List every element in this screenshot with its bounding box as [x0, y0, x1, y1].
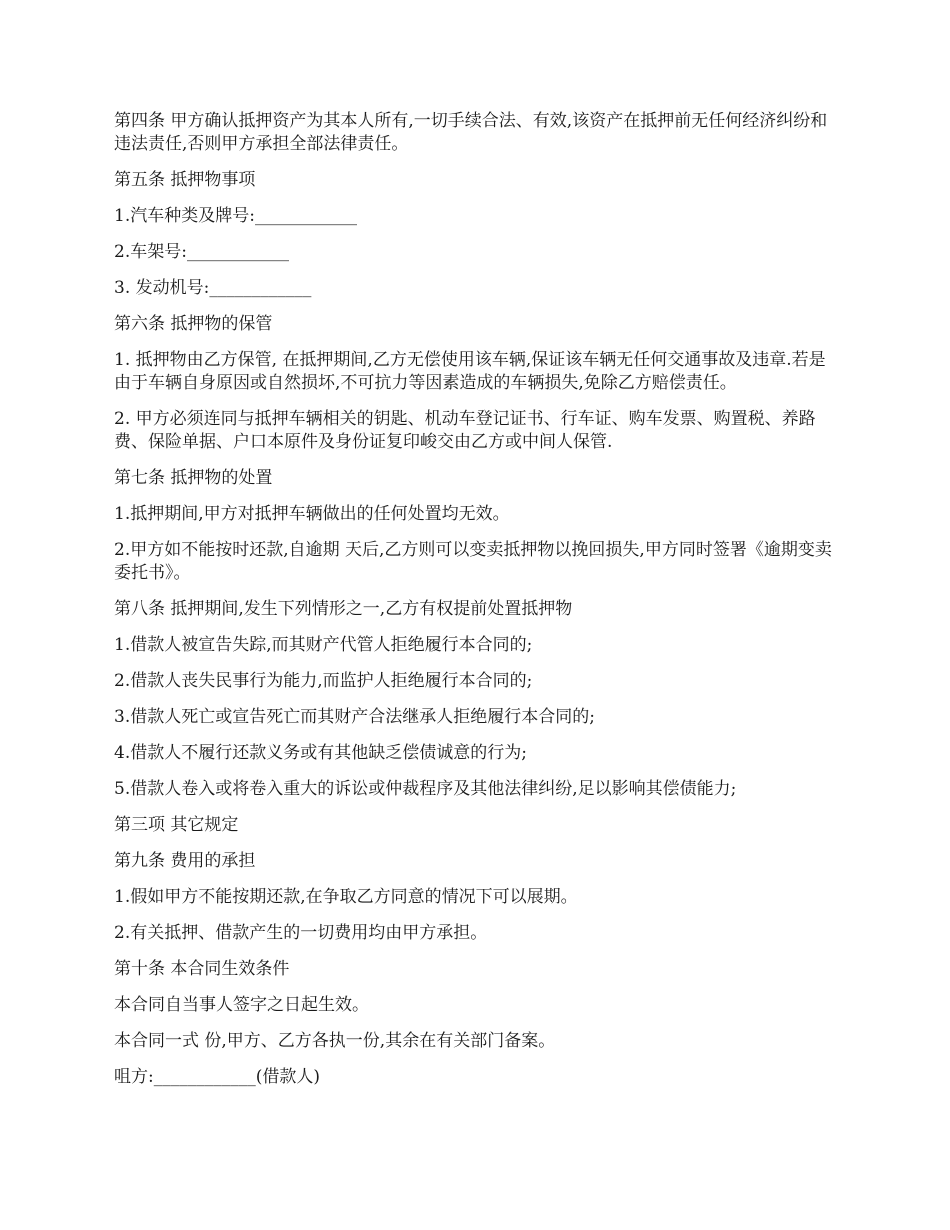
- article-8-item-1: 1.借款人被宣告失踪,而其财产代管人拒绝履行本合同的;: [114, 635, 533, 655]
- article-9-heading: 第九条 费用的承担: [114, 851, 256, 871]
- article-7-item-1: 1.抵押期间,甲方对抵押车辆做出的任何处置均无效。: [114, 504, 510, 524]
- article-9-item-1: 1.假如甲方不能按期还款,在争取乙方同意的情况下可以展期。: [114, 887, 578, 907]
- article-10-text-1: 本合同自当事人签字之日起生效。: [114, 995, 369, 1015]
- section-3-heading: 第三项 其它规定: [114, 815, 239, 835]
- article-8-item-2: 2.借款人丧失民事行为能力,而监护人拒绝履行本合同的;: [114, 671, 533, 691]
- document-body: [114, 110, 838, 1102]
- article-5-item-2: 2.车架号:____________: [114, 242, 289, 262]
- article-10-text-2: 本合同一式 份,甲方、乙方各执一份,其余在有关部门备案。: [114, 1031, 556, 1051]
- article-5-item-3: 3. 发动机号:____________: [114, 278, 312, 298]
- article-6-item-2: 2. 甲方必须连同与抵押车辆相关的钥匙、机动车登记证书、行车证、购车发票、购置税、养路费、保险单据、户口本原件及身份证复印峻交由乙方或中间人保管.: [114, 409, 816, 452]
- signature-line-borrower: 咀方:____________(借款人): [114, 1067, 320, 1087]
- article-8-item-4: 4.借款人不履行还款义务或有其他缺乏偿债诚意的行为;: [114, 743, 527, 763]
- article-10-heading: 第十条 本合同生效条件: [114, 959, 290, 979]
- article-8-item-5: 5.借款人卷入或将卷入重大的诉讼或仲裁程序及其他法律纠纷,足以影响其偿债能力;: [114, 779, 737, 799]
- article-6-heading: 第六条 抵押物的保管: [114, 314, 273, 334]
- article-8-item-3: 3.借款人死亡或宣告死亡而其财产合法继承人拒绝履行本合同的;: [114, 707, 595, 727]
- article-6-item-1: 1. 抵押物由乙方保管, 在抵押期间,乙方无偿使用该车辆,保证该车辆无任何交通事故及违章.若是由于车辆自身原因或自然损坏,不可抗力等因素造成的车辆损失,免除乙方赔偿责任。: [114, 350, 826, 393]
- article-8-heading: 第八条 抵押期间,发生下列情形之一,乙方有权提前处置抵押物: [114, 599, 573, 619]
- article-7-item-2: 2.甲方如不能按时还款,自逾期 天后,乙方则可以变卖抵押物以挽回损失,甲方同时签署《逾期变卖委托书》。: [114, 540, 832, 583]
- article-7-heading: 第七条 抵押物的处置: [114, 468, 273, 488]
- article-5-item-1: 1.汽车种类及牌号:____________: [114, 206, 357, 226]
- article-5-heading: 第五条 抵押物事项: [114, 170, 256, 190]
- article-9-item-2: 2.有关抵押、借款产生的一切费用均由甲方承担。: [114, 923, 488, 943]
- article-4-text: 第四条 甲方确认抵押资产为其本人所有,一切手续合法、有效,该资产在抵押前无任何经济纠纷和违法责任,否则甲方承担全部法律责任。: [114, 111, 828, 154]
